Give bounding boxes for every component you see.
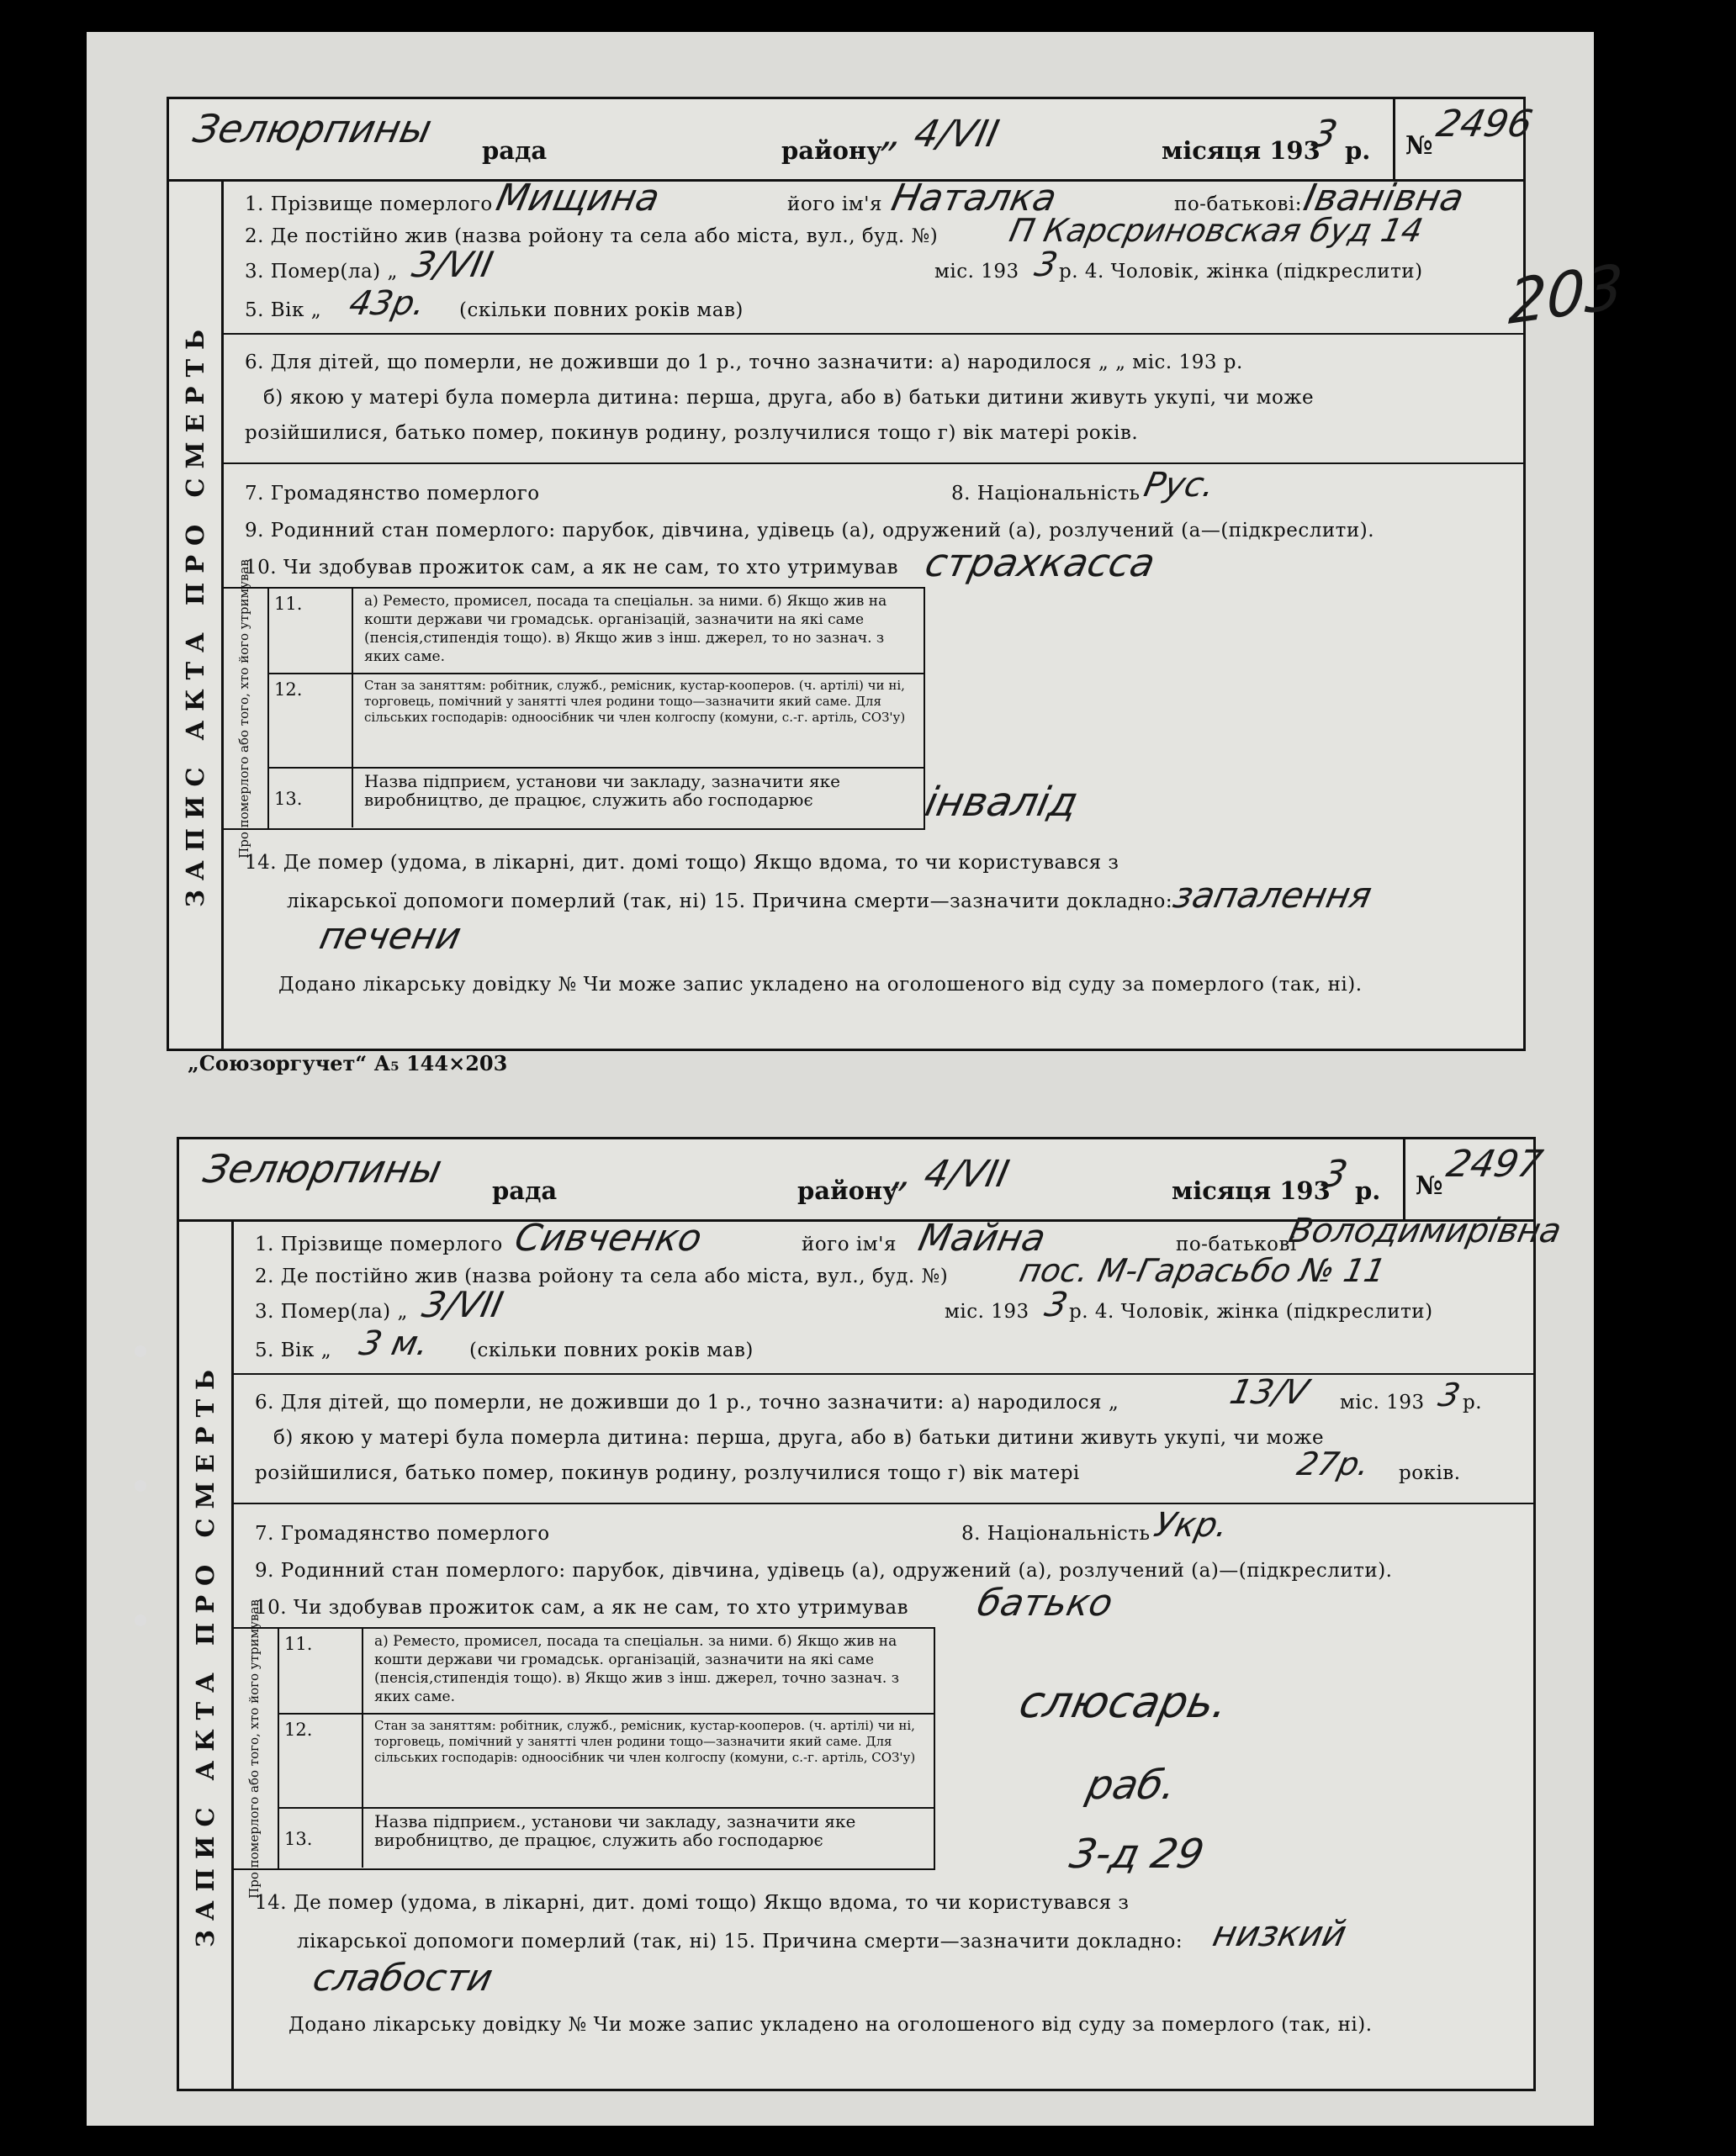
address-handwritten: П Карсриновская буд 14 [1006,212,1426,249]
row-12: 12. Стан за заняттям: робітник, служб., ремісник, кустар-кооперов. (ч. артілі) чи ні, торговець, помічний у занятті член родини тощо—зазначити який саме. Для сільських господарів: одноосібник чи член колгоспу (комуни, с.-г. артіль, СОЗ'у) [278,1715,934,1809]
margin-number-handwritten: 203 [1507,250,1625,339]
occupation-handwritten: слюсарь. [1014,1678,1233,1728]
line-6a-r: р. [1463,1392,1483,1414]
divider [221,462,1523,464]
year-handwritten: 3 [1318,1153,1352,1196]
birth-date-handwritten: 13/V [1226,1373,1312,1412]
month-label: місяця 193 [1162,136,1321,165]
line-3-mis: міс. 193 [934,261,1019,283]
rada-label: рада [482,136,548,165]
line-16: Додано лікарську довідку № Чи може запис укладено на оголошеного від суду за померлого (так, ні). [288,2014,1373,2036]
death-year-handwritten: 3 [1041,1286,1072,1324]
form-header [179,1139,1547,1222]
line-3-rest: р. 4. Чоловік, жінка (підкреслити) [1059,261,1423,283]
birth-year-handwritten: 3 [1435,1377,1463,1414]
cause-handwritten: запалення [1169,875,1376,916]
line-15: лікарської допомоги померлий (так, ні) 15. Причина смерти—зазначити докладно: [287,890,1173,912]
subtable-side-label: Про померлого або того, хто його утримував [236,558,251,859]
line-5-label: 5. Вік „ [245,299,322,321]
patronymic-label: по-батькові [1176,1234,1297,1255]
line-6a-mis: міс. 193 [1340,1392,1425,1414]
line-10: 10. Чи здобував прожиток сам, а як не сам, то хто утримував [255,1597,909,1619]
rada-label: рада [492,1176,558,1205]
line-3-label: 3. Помер(ла) „ [255,1301,408,1323]
age-handwritten: 43р. [346,284,429,323]
line-6a: 6. Для дітей, що померли, не доживши до 1 р., точно зазначити: а) народилося „ „ міс. 193 р. [245,351,1243,373]
date-handwritten: „ 4/VII [879,113,1003,156]
nationality-handwritten: Рус. [1141,466,1219,505]
nationality-handwritten: Укр. [1151,1506,1232,1545]
name-label: його ім'я [787,193,882,215]
line-8: 8. Національність [961,1523,1151,1545]
line-6b: б) якою у матері була померла дитина: перша, друга, або в) батьки дитини живуть укупі, чи може [263,387,1315,409]
line-3-label: 3. Помер(ла) „ [245,261,398,283]
punch-hole [135,1480,146,1492]
death-date-handwritten: 3/VII [418,1284,507,1325]
year-suffix: р. [1345,136,1371,165]
row-13: 13. Назва підприєм., установи чи закладу, зазначити яке виробництво, де працює, служить або господарює [278,1809,934,1868]
year-suffix: р. [1355,1176,1381,1205]
line-5-rest: (скільки повних років мав) [459,299,744,321]
mother-age-handwritten: 27р. [1294,1445,1373,1482]
line-15: лікарської допомоги померлий (так, ні) 15. Причина смерти—зазначити докладно: [297,1931,1183,1953]
number-label: № [1416,1171,1443,1201]
row-11: 11. а) Реместо, промисел, посада та спеціальн. за ними. б) Якщо жив на кошти держави чи громадськ. організацій, зазначити на які саме (пенсія,стипендія тощо). в) Якщо жив з інш. джерел, точно зазнач. з яких саме. [278,1629,934,1715]
death-record-form-1 [167,97,1537,1051]
line-3-rest: р. 4. Чоловік, жінка (підкреслити) [1069,1301,1433,1323]
line-6a-label: 6. Для дітей, що померли, не доживши до 1 р., точно зазначити: а) народилося „ [255,1392,1119,1414]
status-handwritten: раб. [1082,1762,1181,1809]
line-3-mis: міс. 193 [945,1301,1029,1323]
line-6b: б) якою у матері була померла дитина: перша, друга, або в) батьки дитини живуть укупі, чи може [273,1427,1325,1449]
side-title: ЗАПИС АКТА ПРО СМЕРТЬ [179,1219,234,2089]
village-handwritten: Зелюрпины [189,106,437,151]
record-number-handwritten: 2496 [1432,103,1537,145]
line-16: Додано лікарську довідку № Чи може запис укладено на оголошеного від суду за померлого (так, ні). [278,974,1363,996]
divider [221,333,1523,335]
name-label: його ім'я [802,1234,897,1255]
supporter-handwritten: батько [973,1582,1117,1625]
month-label: місяця 193 [1172,1176,1331,1205]
line-6c: розійшилися, батько помер, покинув родину, розлучилися тощо г) вік матері років. [245,422,1139,444]
name-handwritten: Наталка [887,177,1061,219]
address-handwritten: пос. М-Гарасьбо № 11 [1016,1252,1389,1289]
surname-handwritten: Сивченко [511,1217,707,1260]
year-handwritten: 3 [1308,113,1342,156]
line-14: 14. Де помер (удома, в лікарні, дит. домі тощо) Якщо вдома, то чи користувався з [255,1892,1130,1914]
raion-label: району [797,1176,898,1205]
punch-hole [135,1345,146,1357]
side-title: ЗАПИС АКТА ПРО СМЕРТЬ [169,179,224,1049]
name-handwritten: Майна [914,1217,1050,1260]
raion-label: району [781,136,882,165]
death-record-form-2 [177,1137,1565,2091]
printer-imprint: „Союзоргучет“ А₅ 144×203 [188,1051,508,1075]
form-header [169,99,1537,182]
cause-handwritten: низкий [1209,1913,1351,1954]
record-number-box [1393,99,1537,179]
workplace-handwritten: 3-д 29 [1066,1831,1209,1878]
divider [231,1373,1533,1375]
line-9: 9. Родинний стан померлого: парубок, дівчина, удівець (а), одружений (а), розлучений (а—(підкреслити). [245,520,1375,542]
row-12: 12. Стан за заняттям: робітник, служб., ремісник, кустар-кооперов. (ч. артілі) чи ні, торговець, помічний у занятті члея родини тощо—зазначити який саме. Для сільських господарів: одноосібник чи член колгоспу (комуни, с.-г. артіль, СОЗ'у) [267,674,924,769]
line-7: 7. Громадянство померлого [255,1523,550,1545]
subtable-side-label: Про померлого або того, хто його утримував [246,1599,262,1899]
death-year-handwritten: 3 [1031,246,1061,284]
divider [231,1503,1533,1504]
line-10: 10. Чи здобував прожиток сам, а як не сам, то хто утримував [245,557,899,579]
line-2: 2. Де постійно жив (назва ройону та села або міста, вул., буд. №) [245,225,939,247]
line-6c-label: розійшилися, батько помер, покинув родину, розлучилися тощо г) вік матері [255,1462,1080,1484]
supporter-handwritten: страхкасса [921,540,1160,585]
record-number-box [1403,1139,1547,1219]
line-14: 14. Де помер (удома, в лікарні, дит. домі тощо) Якщо вдома, то чи користувався з [245,852,1119,874]
line-7: 7. Громадянство померлого [245,483,540,505]
line-5-label: 5. Вік „ [255,1340,332,1361]
row-13: 13. Назва підприєм, установи чи закладу, зазначити яке виробництво, де працює, служить або господарює [267,769,924,827]
record-number-handwritten: 2497 [1442,1143,1547,1186]
patronymic-label: по-батькові: [1174,193,1303,215]
patronymic-handwritten: Іванівна [1299,177,1468,219]
line-5-rest: (скільки повних років мав) [469,1340,754,1361]
village-handwritten: Зелюрпины [199,1146,447,1192]
line-2: 2. Де постійно жив (назва ройону та села або міста, вул., буд. №) [255,1266,949,1287]
line-1: 1. Прізвище померлого [255,1234,503,1255]
paper-sheet [87,32,1625,2126]
number-label: № [1405,131,1433,161]
line-6c-r: років. [1399,1462,1461,1484]
cause-continued-handwritten: печени [315,915,465,958]
punch-hole [135,1614,146,1626]
date-handwritten: „ 4/VII [889,1153,1014,1196]
death-date-handwritten: 3/VII [408,244,497,285]
line-1: 1. Прізвище померлого [245,193,493,215]
occupation-handwritten: інвалід [921,779,1082,826]
cause-continued-handwritten: слабости [309,1957,497,2000]
surname-handwritten: Мищина [492,177,664,219]
age-handwritten: 3 м. [356,1324,432,1363]
row-11: 11. а) Реместо, промисел, посада та спеціальн. за ними. б) Якщо жив на кошти держави чи громадськ. організацій, зазначити на які саме (пенсія,стипендія тощо). в) Якщо жив з інш. джерел, то но зазнач. з яких саме. [267,589,924,674]
patronymic-handwritten: Володимирівна [1285,1212,1565,1250]
line-8: 8. Національність [951,483,1141,505]
line-9: 9. Родинний стан померлого: парубок, дівчина, удівець (а), одружений (а), розлучений (а)—(підкреслити). [255,1560,1393,1582]
